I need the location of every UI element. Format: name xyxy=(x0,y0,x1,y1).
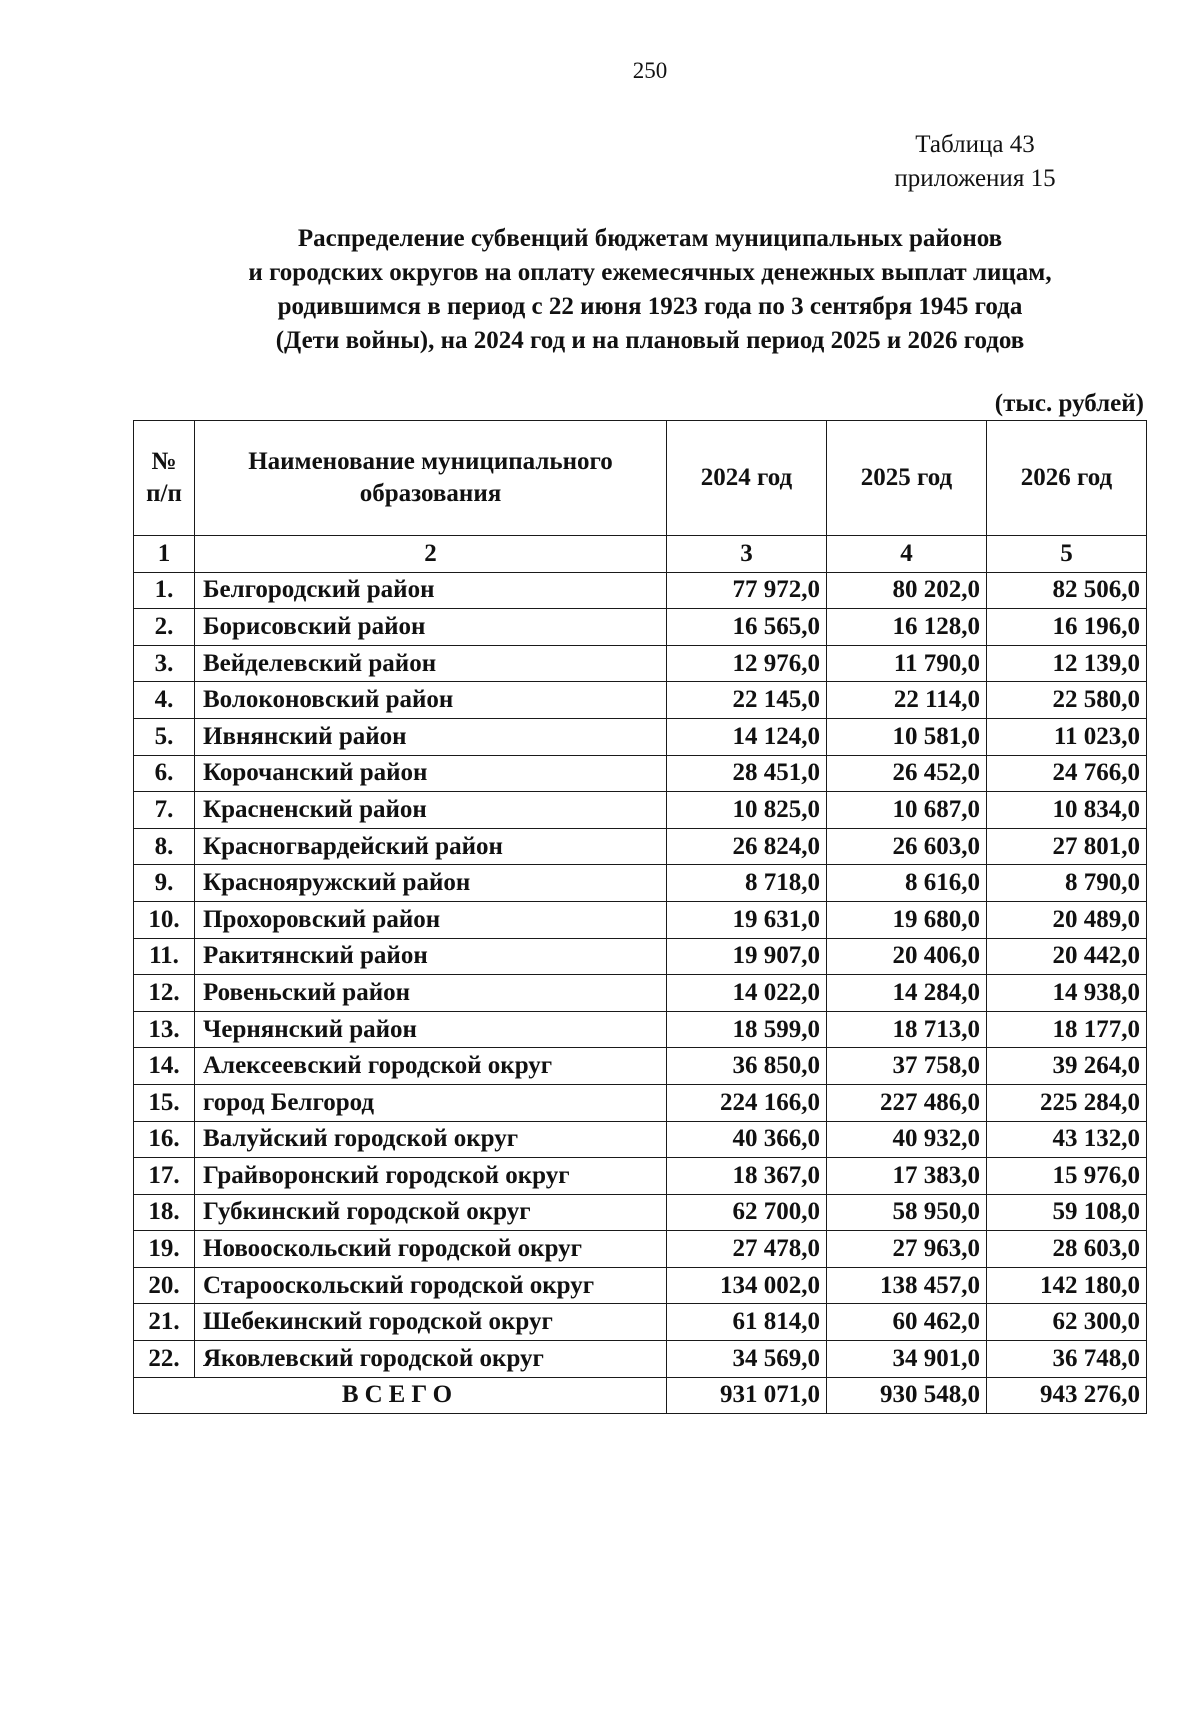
row-number: 15. xyxy=(134,1084,195,1121)
row-2026: 11 023,0 xyxy=(987,718,1147,755)
header-2026: 2026 год xyxy=(987,421,1147,536)
row-2025: 34 901,0 xyxy=(827,1341,987,1378)
row-2024: 26 824,0 xyxy=(667,828,827,865)
row-name: город Белгород xyxy=(195,1084,667,1121)
total-2026: 943 276,0 xyxy=(987,1377,1147,1414)
table-row xyxy=(134,755,1147,792)
row-number: 6. xyxy=(134,755,195,792)
row-2026: 12 139,0 xyxy=(987,645,1147,682)
row-2024: 12 976,0 xyxy=(667,645,827,682)
table-row xyxy=(134,718,1147,755)
row-2024: 27 478,0 xyxy=(667,1231,827,1268)
row-number: 22. xyxy=(134,1341,195,1378)
document-title xyxy=(110,222,1190,358)
row-name: Новооскольский городской округ xyxy=(195,1231,667,1268)
row-2025: 14 284,0 xyxy=(827,975,987,1012)
row-2024: 19 907,0 xyxy=(667,938,827,975)
table-row xyxy=(134,1011,1147,1048)
row-number: 12. xyxy=(134,975,195,1012)
row-2024: 8 718,0 xyxy=(667,865,827,902)
row-number: 18. xyxy=(134,1194,195,1231)
row-2024: 10 825,0 xyxy=(667,792,827,829)
column-number: 4 xyxy=(827,536,987,573)
row-name: Алексеевский городской округ xyxy=(195,1048,667,1085)
column-number-row xyxy=(134,536,1147,573)
row-name: Чернянский район xyxy=(195,1011,667,1048)
row-name: Шебекинский городской округ xyxy=(195,1304,667,1341)
row-2025: 40 932,0 xyxy=(827,1121,987,1158)
row-2025: 22 114,0 xyxy=(827,682,987,719)
row-2024: 18 599,0 xyxy=(667,1011,827,1048)
units-label: (тыс. рублей) xyxy=(994,390,1144,417)
row-2025: 26 603,0 xyxy=(827,828,987,865)
row-2025: 58 950,0 xyxy=(827,1194,987,1231)
row-number: 14. xyxy=(134,1048,195,1085)
table-row xyxy=(134,1304,1147,1341)
row-2024: 14 124,0 xyxy=(667,718,827,755)
row-2026: 27 801,0 xyxy=(987,828,1147,865)
page-number: 250 xyxy=(632,58,668,83)
table-row xyxy=(134,901,1147,938)
table-row xyxy=(134,1231,1147,1268)
row-number: 17. xyxy=(134,1158,195,1195)
row-number: 13. xyxy=(134,1011,195,1048)
row-2026: 24 766,0 xyxy=(987,755,1147,792)
row-2026: 20 442,0 xyxy=(987,938,1147,975)
annex-appendix-label: приложения 15 xyxy=(894,165,1056,192)
table-row xyxy=(134,792,1147,829)
row-number: 8. xyxy=(134,828,195,865)
annex-table-label: Таблица 43 xyxy=(915,131,1035,158)
row-2024: 28 451,0 xyxy=(667,755,827,792)
row-2026: 10 834,0 xyxy=(987,792,1147,829)
total-label: ВСЕГО xyxy=(134,1377,667,1414)
row-2025: 138 457,0 xyxy=(827,1267,987,1304)
row-name: Валуйский городской округ xyxy=(195,1121,667,1158)
row-2025: 11 790,0 xyxy=(827,645,987,682)
row-2025: 10 581,0 xyxy=(827,718,987,755)
table-row xyxy=(134,1121,1147,1158)
row-2024: 224 166,0 xyxy=(667,1084,827,1121)
row-2026: 36 748,0 xyxy=(987,1341,1147,1378)
total-2025: 930 548,0 xyxy=(827,1377,987,1414)
row-number: 9. xyxy=(134,865,195,902)
row-2026: 22 580,0 xyxy=(987,682,1147,719)
row-2026: 20 489,0 xyxy=(987,901,1147,938)
row-2026: 16 196,0 xyxy=(987,609,1147,646)
header-2025: 2025 год xyxy=(827,421,987,536)
table-row xyxy=(134,1084,1147,1121)
row-2024: 16 565,0 xyxy=(667,609,827,646)
row-2025: 19 680,0 xyxy=(827,901,987,938)
row-name: Грайворонский городской округ xyxy=(195,1158,667,1195)
row-name: Борисовский район xyxy=(195,609,667,646)
row-2026: 18 177,0 xyxy=(987,1011,1147,1048)
table-row xyxy=(134,865,1147,902)
row-2025: 37 758,0 xyxy=(827,1048,987,1085)
row-2024: 61 814,0 xyxy=(667,1304,827,1341)
column-number: 3 xyxy=(667,536,827,573)
row-2026: 8 790,0 xyxy=(987,865,1147,902)
row-number: 3. xyxy=(134,645,195,682)
row-name: Корочанский район xyxy=(195,755,667,792)
row-name: Краснояружский район xyxy=(195,865,667,902)
row-number: 10. xyxy=(134,901,195,938)
row-2024: 19 631,0 xyxy=(667,901,827,938)
table-row xyxy=(134,975,1147,1012)
row-2026: 62 300,0 xyxy=(987,1304,1147,1341)
row-number: 16. xyxy=(134,1121,195,1158)
row-2025: 27 963,0 xyxy=(827,1231,987,1268)
row-2025: 10 687,0 xyxy=(827,792,987,829)
row-2026: 43 132,0 xyxy=(987,1121,1147,1158)
row-number: 7. xyxy=(134,792,195,829)
row-2024: 14 022,0 xyxy=(667,975,827,1012)
header-2024: 2024 год xyxy=(667,421,827,536)
row-2024: 62 700,0 xyxy=(667,1194,827,1231)
row-2025: 17 383,0 xyxy=(827,1158,987,1195)
title-line-2: и городских округов на оплату ежемесячных денежных выплат лицам, xyxy=(248,259,1052,286)
table-row xyxy=(134,828,1147,865)
row-name: Яковлевский городской округ xyxy=(195,1341,667,1378)
row-2026: 82 506,0 xyxy=(987,572,1147,609)
total-2024: 931 071,0 xyxy=(667,1377,827,1414)
column-number: 2 xyxy=(195,536,667,573)
row-2026: 225 284,0 xyxy=(987,1084,1147,1121)
title-line-4: (Дети войны), на 2024 год и на плановый период 2025 и 2026 годов xyxy=(275,327,1025,354)
header-num: № п/п xyxy=(134,421,195,536)
subvention-table xyxy=(133,420,1147,1414)
header-name: Наименование муниципального образования xyxy=(195,421,667,536)
row-name: Волоконовский район xyxy=(195,682,667,719)
table-row xyxy=(134,1158,1147,1195)
table-row xyxy=(134,1048,1147,1085)
row-2025: 227 486,0 xyxy=(827,1084,987,1121)
row-number: 2. xyxy=(134,609,195,646)
annex-reference xyxy=(860,128,1090,196)
row-2025: 60 462,0 xyxy=(827,1304,987,1341)
row-name: Красногвардейский район xyxy=(195,828,667,865)
table-row xyxy=(134,682,1147,719)
table-row xyxy=(134,1194,1147,1231)
title-line-1: Распределение субвенций бюджетам муниципальных районов xyxy=(297,225,1003,252)
row-name: Красненский район xyxy=(195,792,667,829)
table-row xyxy=(134,938,1147,975)
row-number: 4. xyxy=(134,682,195,719)
table-row xyxy=(134,609,1147,646)
row-2024: 18 367,0 xyxy=(667,1158,827,1195)
total-row xyxy=(134,1377,1147,1414)
row-2025: 8 616,0 xyxy=(827,865,987,902)
row-name: Ракитянский район xyxy=(195,938,667,975)
table-row xyxy=(134,1267,1147,1304)
row-number: 19. xyxy=(134,1231,195,1268)
row-2025: 26 452,0 xyxy=(827,755,987,792)
header-row xyxy=(134,421,1147,536)
row-2026: 14 938,0 xyxy=(987,975,1147,1012)
row-2024: 134 002,0 xyxy=(667,1267,827,1304)
table-row xyxy=(134,1341,1147,1378)
row-name: Ивнянский район xyxy=(195,718,667,755)
row-2026: 59 108,0 xyxy=(987,1194,1147,1231)
row-name: Ровеньский район xyxy=(195,975,667,1012)
row-2024: 22 145,0 xyxy=(667,682,827,719)
row-name: Прохоровский район xyxy=(195,901,667,938)
row-2025: 80 202,0 xyxy=(827,572,987,609)
column-number: 1 xyxy=(134,536,195,573)
row-name: Белгородский район xyxy=(195,572,667,609)
table-row xyxy=(134,572,1147,609)
row-name: Губкинский городской округ xyxy=(195,1194,667,1231)
row-2025: 20 406,0 xyxy=(827,938,987,975)
row-2025: 18 713,0 xyxy=(827,1011,987,1048)
row-2026: 28 603,0 xyxy=(987,1231,1147,1268)
row-2026: 15 976,0 xyxy=(987,1158,1147,1195)
row-2024: 77 972,0 xyxy=(667,572,827,609)
row-2024: 34 569,0 xyxy=(667,1341,827,1378)
title-line-3: родившимся в период с 22 июня 1923 года по 3 сентября 1945 года xyxy=(277,293,1023,320)
row-number: 20. xyxy=(134,1267,195,1304)
row-2024: 36 850,0 xyxy=(667,1048,827,1085)
row-2026: 142 180,0 xyxy=(987,1267,1147,1304)
row-number: 5. xyxy=(134,718,195,755)
row-2026: 39 264,0 xyxy=(987,1048,1147,1085)
row-number: 21. xyxy=(134,1304,195,1341)
column-number: 5 xyxy=(987,536,1147,573)
row-2024: 40 366,0 xyxy=(667,1121,827,1158)
row-number: 11. xyxy=(134,938,195,975)
row-2025: 16 128,0 xyxy=(827,609,987,646)
row-name: Старооскольский городской округ xyxy=(195,1267,667,1304)
row-number: 1. xyxy=(134,572,195,609)
table-row xyxy=(134,645,1147,682)
row-name: Вейделевский район xyxy=(195,645,667,682)
